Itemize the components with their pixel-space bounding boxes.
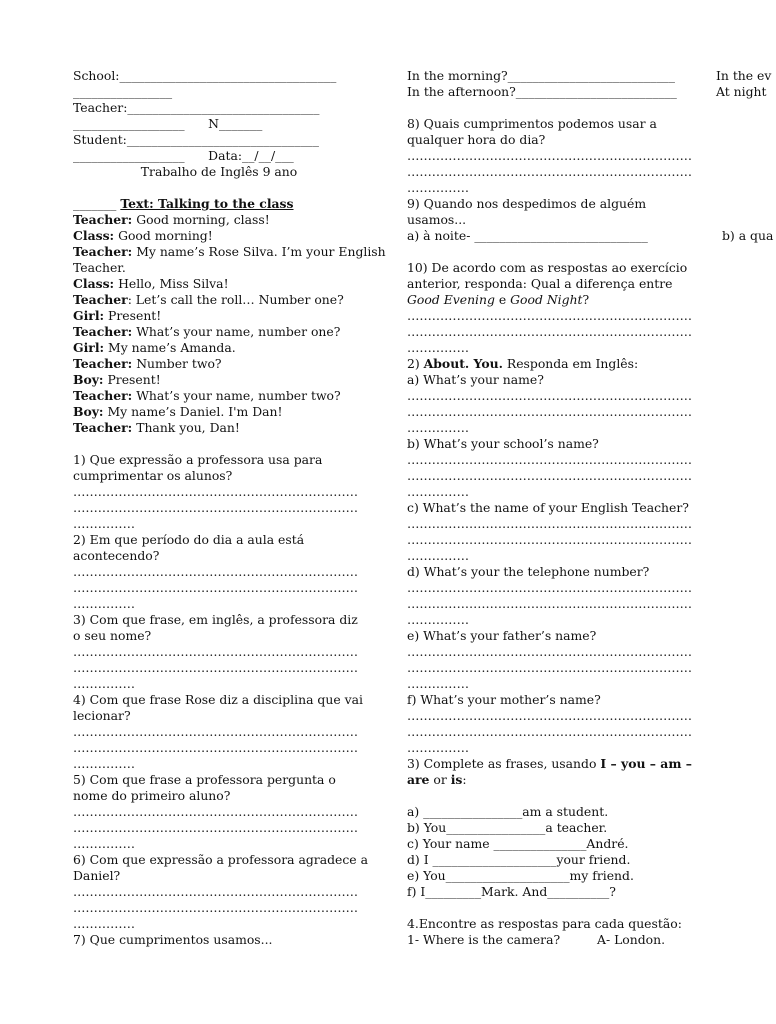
answer-line[interactable]: …………………………………………………………… [73, 564, 358, 579]
answer-line[interactable]: …………………………………………………………… [407, 164, 692, 179]
about-question: f) What’s your mother’s name? [407, 692, 601, 707]
answer-line[interactable]: …………………………………………………………… [407, 532, 692, 547]
answer-line[interactable]: …………………………………………………………… [407, 388, 692, 403]
dialogue-text: Hello, Miss Silva! [114, 276, 229, 291]
dialogue-speaker: Girl: [73, 308, 105, 323]
dialogue-speaker: Teacher: [73, 420, 133, 435]
question-9b-label: b) a qua [722, 228, 774, 243]
answer-line[interactable]: …………………………………………………………… [73, 580, 358, 595]
answer-line[interactable]: …………………………………………………………… [73, 500, 358, 515]
answer-line[interactable]: …………………………………………………………… [73, 644, 358, 659]
question-3-text: 3) Com que frase, em inglês, a professora diz [73, 612, 358, 627]
dialogue-speaker: Teacher: [73, 244, 133, 259]
answer-line[interactable]: …………… [407, 740, 469, 755]
question-2-text: 2) Em que período do dia a aula está [73, 532, 305, 547]
about-you-label: About. You. [423, 356, 503, 371]
question-10-text: Good Evening e Good Night? [407, 292, 590, 307]
match-answer: A- London. [597, 932, 666, 947]
question-9-text: 9) Quando nos despedimos de alguém [407, 196, 647, 211]
dialogue-line [73, 356, 365, 372]
dialogue-text: My name’s Amanda. [104, 340, 236, 355]
dialogue-speaker: Class: [73, 276, 115, 291]
left-column [73, 68, 386, 948]
question-4-match-heading: 4.Encontre as respostas para cada questão: [407, 916, 682, 931]
question-4-text: lecionar? [73, 708, 131, 723]
dialogue-text: What’s your name, number two? [132, 388, 341, 403]
complete-item[interactable]: b) You________________a teacher. [407, 820, 608, 835]
answer-line[interactable]: …………………………………………………………… [407, 452, 692, 467]
dialogue-line [73, 212, 365, 228]
text-title [73, 196, 365, 212]
dialogue-text: Number two? [132, 356, 222, 371]
evening-field: In the ev [716, 68, 772, 83]
complete-item[interactable]: c) Your name _______________André. [407, 836, 629, 851]
about-question: c) What’s the name of your English Teacher? [407, 500, 689, 515]
answer-line[interactable]: …………… [407, 180, 469, 195]
dialogue-speaker: Boy: [73, 404, 104, 419]
complete-item[interactable]: e) You____________________my friend. [407, 868, 634, 883]
question-2-text: acontecendo? [73, 548, 160, 563]
teacher-field[interactable]: Teacher:_______________________________ [73, 100, 320, 115]
dialogue-speaker: Teacher: [73, 388, 133, 403]
answer-line[interactable]: …………… [407, 548, 469, 563]
answer-line[interactable]: …………… [407, 420, 469, 435]
question-7-text: 7) Que cumprimentos usamos... [73, 932, 273, 947]
dialogue-speaker: Boy: [73, 372, 104, 387]
dialogue-text: Good morning! [114, 228, 213, 243]
answer-line[interactable]: …………………………………………………………… [407, 516, 692, 531]
good-night-term: Good Night [510, 292, 583, 307]
question-8-text: 8) Quais cumprimentos podemos usar a [407, 116, 657, 131]
date-field[interactable]: __________________ Data:__/__/___ [73, 148, 294, 163]
dialogue-line [73, 308, 365, 324]
student-field[interactable]: Student:_______________________________ [73, 132, 319, 147]
answer-line[interactable]: …………………………………………………………… [407, 324, 692, 339]
answer-line[interactable]: …………………………………………………………… [73, 484, 358, 499]
answer-line[interactable]: …………………………………………………………… [73, 740, 358, 755]
morning-field[interactable]: In the morning?___________________________ [407, 68, 675, 83]
answer-line[interactable]: …………… [73, 916, 135, 931]
question-4-text: 4) Com que frase Rose diz a disciplina que vai [73, 692, 363, 707]
answer-line[interactable]: …………… [407, 676, 469, 691]
question-10-text: anterior, responda: Qual a diferença entre [407, 276, 673, 291]
dialogue-line [73, 420, 365, 436]
question-6-text: 6) Com que expressão a professora agradece a [73, 852, 368, 867]
answer-line[interactable]: …………… [407, 484, 469, 499]
night-field: At night [716, 84, 767, 99]
complete-word-are: are [407, 772, 430, 787]
match-question: 1- Where is the camera? [407, 932, 561, 947]
complete-item[interactable]: a) ________________am a student. [407, 804, 609, 819]
answer-line[interactable]: …………………………………………………………… [407, 468, 692, 483]
answer-line[interactable]: …………………………………………………………… [73, 660, 358, 675]
answer-line[interactable]: …………… [73, 516, 135, 531]
question-6-text: Daniel? [73, 868, 121, 883]
about-question: e) What’s your father’s name? [407, 628, 597, 643]
about-question: b) What’s your school’s name? [407, 436, 599, 451]
dialogue-line [73, 260, 365, 276]
dialogue-line [73, 244, 386, 260]
dialogue-text: : Let’s call the roll… Number one? [127, 292, 344, 307]
dialogue-line [73, 228, 365, 244]
answer-line[interactable]: …………………………………………………………… [73, 804, 358, 819]
number-field[interactable]: __________________ N_______ [73, 116, 263, 131]
dialogue-text: My name’s Daniel. I'm Dan! [103, 404, 283, 419]
school-field[interactable]: School:___________________________________ [73, 68, 337, 83]
dialogue-speaker: Girl: [73, 340, 105, 355]
complete-word-is: is [450, 772, 463, 787]
complete-heading: 3) Complete as frases, usando I – you – am – [407, 756, 692, 771]
school-field-continued[interactable]: ________________ [73, 84, 173, 99]
question-9a-label: a) à noite- ____________________________ [407, 228, 648, 243]
question-8-text: qualquer hora do dia? [407, 132, 546, 147]
question-1-text: cumprimentar os alunos? [73, 468, 233, 483]
answer-line[interactable]: …………………………………………………………… [407, 644, 692, 659]
answer-line[interactable]: …………… [407, 340, 469, 355]
text-title-label: Text: Talking to the class [120, 196, 294, 211]
dialogue-text: What’s your name, number one? [132, 324, 341, 339]
match-row [407, 932, 699, 948]
dialogue-text: Present! [103, 372, 161, 387]
question-5-text: nome do primeiro aluno? [73, 788, 231, 803]
answer-line[interactable]: …………………………………………………………… [407, 404, 692, 419]
answer-line[interactable]: …………………………………………………………… [407, 308, 692, 323]
dialogue-line [73, 372, 365, 388]
dialogue-line [73, 292, 365, 308]
complete-heading: are or is: [407, 772, 467, 787]
about-question: d) What’s your the telephone number? [407, 564, 650, 579]
dialogue-speaker: Teacher: [73, 356, 133, 371]
dialogue-line [73, 276, 365, 292]
dialogue-text: My name’s Rose Silva. I’m your English [132, 244, 386, 259]
question-3-text: o seu nome? [73, 628, 152, 643]
complete-item[interactable]: d) I ____________________your friend. [407, 852, 631, 867]
dialogue-speaker: Teacher [73, 292, 128, 307]
dialogue-text: Good morning, class! [132, 212, 270, 227]
dialogue-line [73, 404, 365, 420]
worksheet-title: Trabalho de Inglês 9 ano [140, 164, 298, 179]
answer-line[interactable]: …………………………………………………………… [73, 724, 358, 739]
answer-line[interactable]: …………… [73, 836, 135, 851]
dialogue-line [73, 324, 365, 340]
question-1-text: 1) Que expressão a professora usa para [73, 452, 323, 467]
about-you-heading: 2) About. You. Responda em Inglês: [407, 356, 639, 371]
dialogue-line [73, 340, 365, 356]
answer-line[interactable]: …………………………………………………………… [407, 708, 692, 723]
dialogue-text: Thank you, Dan! [132, 420, 240, 435]
answer-line[interactable]: …………………………………………………………… [73, 820, 358, 835]
afternoon-field[interactable]: In the afternoon?__________________________ [407, 84, 677, 99]
text-title-underline: _______ [73, 196, 121, 211]
answer-line[interactable]: …………… [73, 676, 135, 691]
answer-line[interactable]: …………………………………………………………… [407, 660, 692, 675]
dialogue-speaker: Teacher: [73, 212, 133, 227]
complete-item[interactable]: f) I_________Mark. And__________? [407, 884, 616, 899]
dialogue-text: Present! [104, 308, 162, 323]
dialogue-line [73, 388, 365, 404]
question-9-text: usamos... [407, 212, 467, 227]
answer-line[interactable]: …………………………………………………………… [407, 596, 692, 611]
about-question: a) What’s your name? [407, 372, 544, 387]
answer-line[interactable]: …………………………………………………………… [407, 580, 692, 595]
question-9a-field[interactable] [407, 228, 774, 244]
good-evening-term: Good Evening [407, 292, 495, 307]
answer-line[interactable]: …………… [73, 596, 135, 611]
complete-words: I – you – am – [600, 756, 692, 771]
answer-line[interactable]: …………………………………………………………… [73, 900, 358, 915]
answer-line[interactable]: …………………………………………………………… [407, 724, 692, 739]
answer-line[interactable]: …………………………………………………………… [407, 148, 692, 163]
dialogue-text: Teacher. [73, 260, 126, 275]
question-10-text: 10) De acordo com as respostas ao exercício [407, 260, 688, 275]
answer-line[interactable]: …………… [407, 612, 469, 627]
question-5-text: 5) Com que frase a professora pergunta o [73, 772, 336, 787]
answer-line[interactable]: …………………………………………………………… [73, 884, 358, 899]
right-column [716, 68, 776, 100]
answer-line[interactable]: …………… [73, 756, 135, 771]
dialogue-speaker: Teacher: [73, 324, 133, 339]
dialogue-speaker: Class: [73, 228, 115, 243]
